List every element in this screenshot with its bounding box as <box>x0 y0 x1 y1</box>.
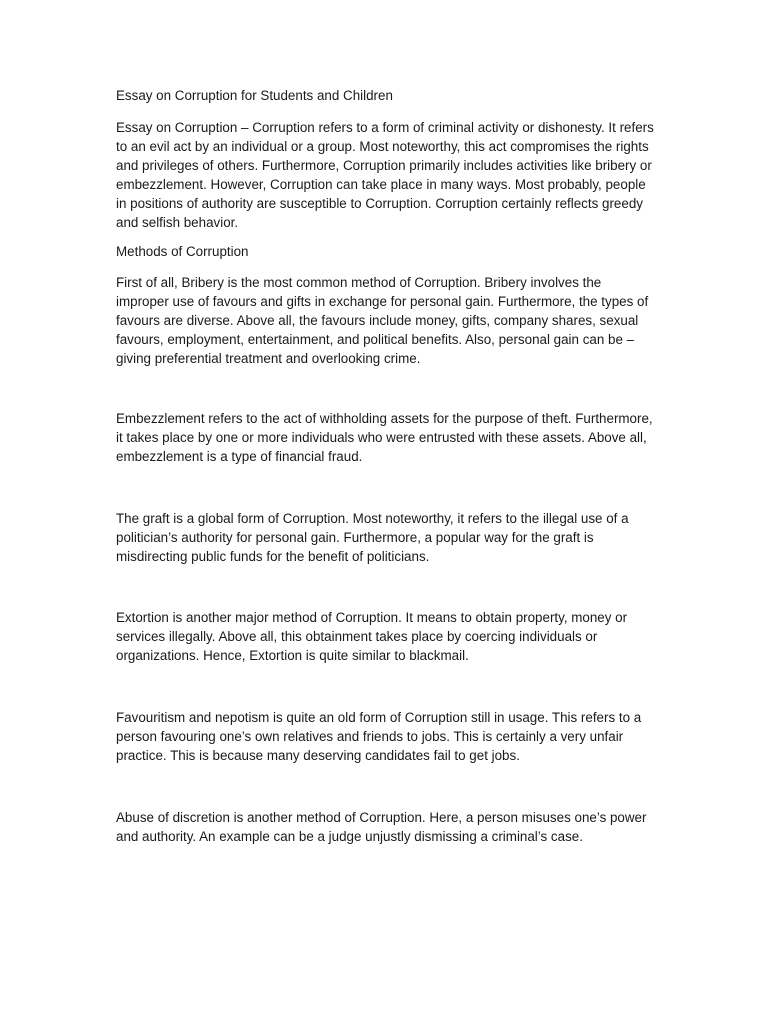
discretion-paragraph: Abuse of discretion is another method of Corruption. Here, a person misuses one’s power and authority. An example can be a judge unjustly dismissing a criminal’s case. <box>116 810 647 844</box>
embezzlement-paragraph: Embezzlement refers to the act of withholding assets for the purpose of theft. Furthermore, it takes place by one or more individuals who were entrusted with these assets. Above all, embezzlement is a type of financial fraud. <box>116 411 653 464</box>
graft-paragraph: The graft is a global form of Corruption. Most noteworthy, it refers to the illegal use of a politician’s authority for personal gain. Furthermore, a popular way for the graft is misdirecting public funds for the benefit of politicians. <box>116 511 629 564</box>
methods-heading: Methods of Corruption <box>116 244 249 259</box>
extortion-paragraph: Extortion is another major method of Corruption. It means to obtain property, money or services illegally. Above all, this obtainment takes place by coercing individuals or organizations. Hence, Extortion is quite similar to blackmail. <box>116 610 628 663</box>
bribery-paragraph: First of all, Bribery is the most common method of Corruption. Bribery involves the improper use of favours and gifts in exchange for personal gain. Furthermore, the types of favours are diverse. Above all, the favours include money, gifts, company shares, sexual favours, employment, entertainment, and political benefits. Also, personal gain can be – giving preferential treatment and overlooking crime. <box>116 275 649 366</box>
document-title: Essay on Corruption for Students and Children <box>116 88 393 103</box>
favouritism-paragraph: Favouritism and nepotism is quite an old form of Corruption still in usage. This refers to a person favouring one’s own relatives and friends to jobs. This is certainly a very unfair practice. This is because many deserving candidates fail to get jobs. <box>116 710 642 763</box>
intro-paragraph: Essay on Corruption – Corruption refers to a form of criminal activity or dishonesty. It refers to an evil act by an individual or a group. Most noteworthy, this act compromises the rights and privileges of others. Furthermore, Corruption primarily includes activities like bribery or embezzlement. However, Corruption can take place in many ways. Most probably, people in positions of authority are susceptible to Corruption. Corruption certainly reflects greedy and selfish behavior. <box>116 120 654 230</box>
